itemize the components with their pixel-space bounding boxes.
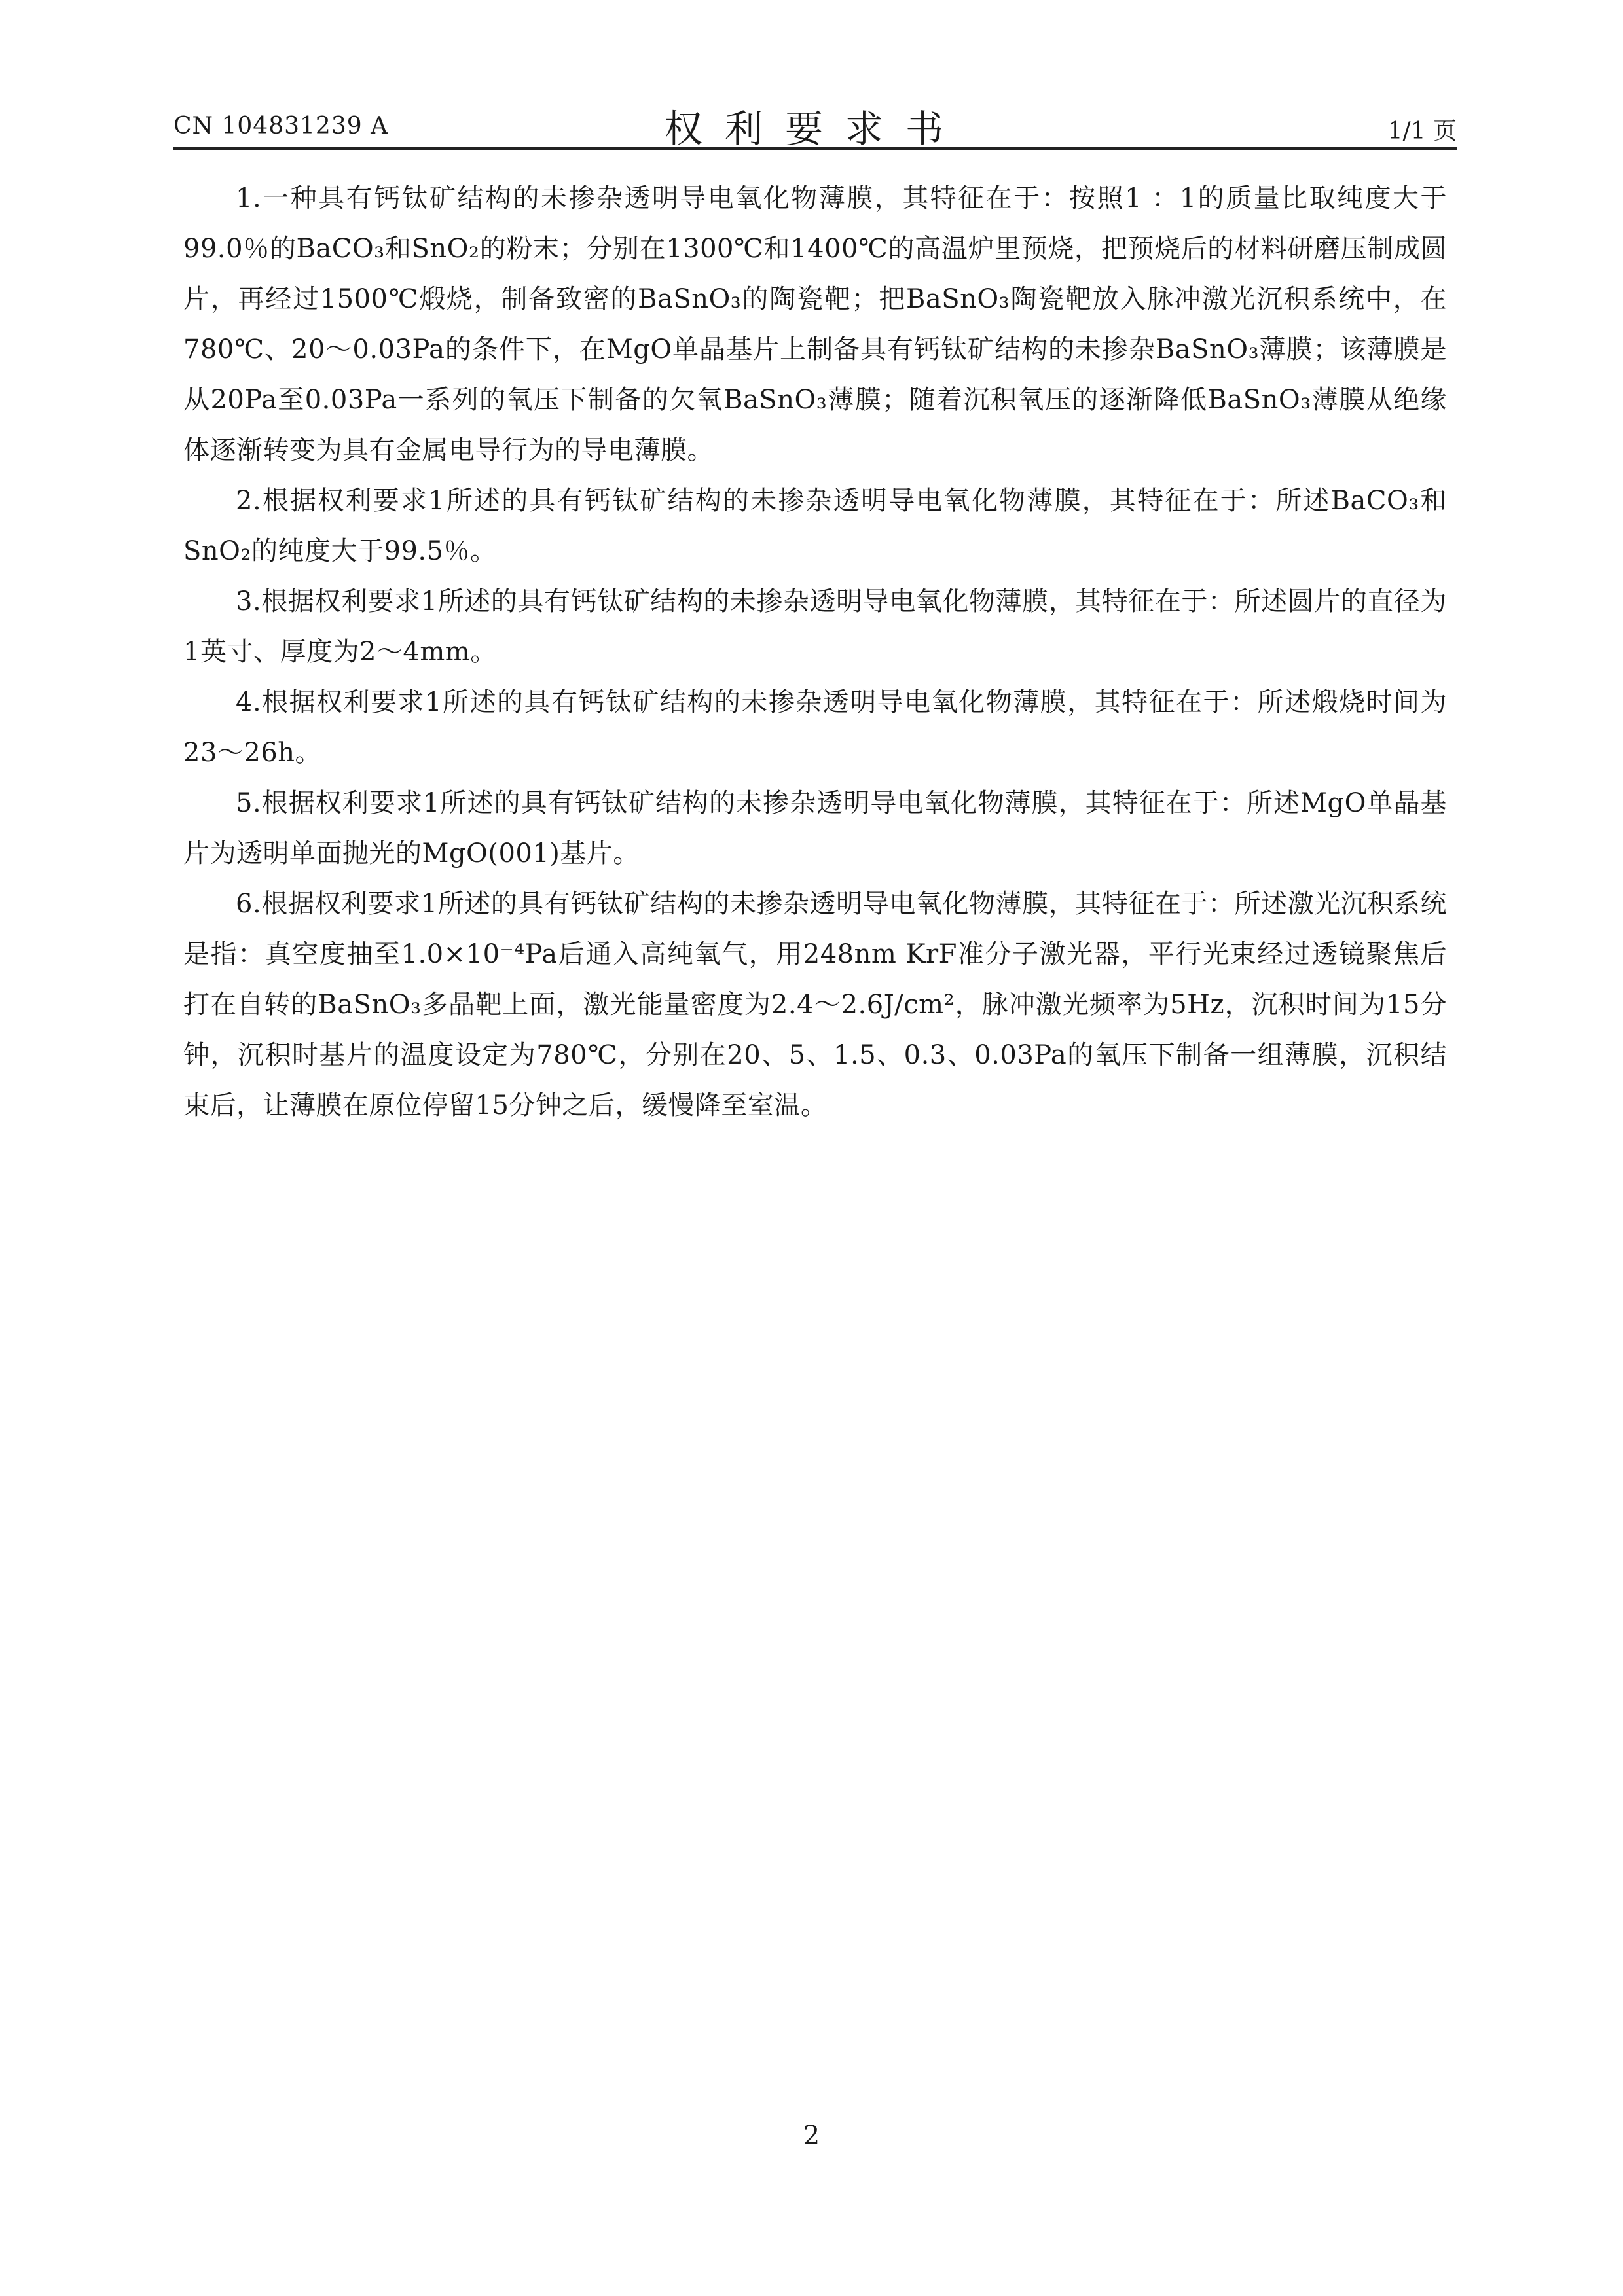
page-title: 权利要求书 [664, 107, 966, 151]
claim-6: 6.根据权利要求1所述的具有钙钛矿结构的未掺杂透明导电氧化物薄膜，其特征在于：所述激光沉积系统是指：真空度抽至1.0×10⁻⁴Pa后通入高纯氧气，用248nm KrF准分子激光器，平行光束经过透镜聚焦后打在自转的BaSnO₃多晶靶上面，激光能量密度为2.4～2.6J/cm²，脉冲激光频率为5Hz，沉积时间为15分钟，沉积时基片的温度设定为780℃，分别在20、5、1.5、0.3、0.03Pa的氧压下制备一组薄膜，沉积结束后，让薄膜在原位停留15分钟之后，缓慢降至室温。 [183, 889, 1447, 1121]
page-indicator: 1/1 页 [1387, 118, 1457, 145]
claim-5: 5.根据权利要求1所述的具有钙钛矿结构的未掺杂透明导电氧化物薄膜，其特征在于：所述MgO单晶基片为透明单面抛光的MgO(001)基片。 [183, 788, 1447, 869]
claims-body [183, 173, 1447, 1131]
claim-2: 2.根据权利要求1所述的具有钙钛矿结构的未掺杂透明导电氧化物薄膜，其特征在于：所述BaCO₃和SnO₂的纯度大于99.5％。 [183, 486, 1447, 566]
claim-1: 1.一种具有钙钛矿结构的未掺杂透明导电氧化物薄膜，其特征在于：按照1 ：1的质量比取纯度大于99.0％的BaCO₃和SnO₂的粉末；分别在1300℃和1400℃的高温炉里预烧，把预烧后的材料研磨压制成圆片，再经过1500℃煅烧，制备致密的BaSnO₃的陶瓷靶；把BaSnO₃陶瓷靶放入脉冲激光沉积系统中，在780℃、20～0.03Pa的条件下，在MgO单晶基片上制备具有钙钛矿结构的未掺杂BaSnO₃薄膜；该薄膜是从20Pa至0.03Pa一系列的氧压下制备的欠氧BaSnO₃薄膜；随着沉积氧压的逐渐降低BaSnO₃薄膜从绝缘体逐渐转变为具有金属电导行为的导电薄膜。 [183, 183, 1447, 465]
claim-4: 4.根据权利要求1所述的具有钙钛矿结构的未掺杂透明导电氧化物薄膜，其特征在于：所述煅烧时间为23～26h。 [183, 687, 1447, 768]
document-number: CN 104831239 A [173, 113, 389, 139]
claim-3: 3.根据权利要求1所述的具有钙钛矿结构的未掺杂透明导电氧化物薄膜，其特征在于：所述圆片的直径为1英寸、厚度为2～4mm。 [183, 586, 1447, 667]
page-number: 2 [803, 2121, 820, 2151]
header-rule [173, 147, 1457, 150]
page-header [173, 98, 1457, 151]
